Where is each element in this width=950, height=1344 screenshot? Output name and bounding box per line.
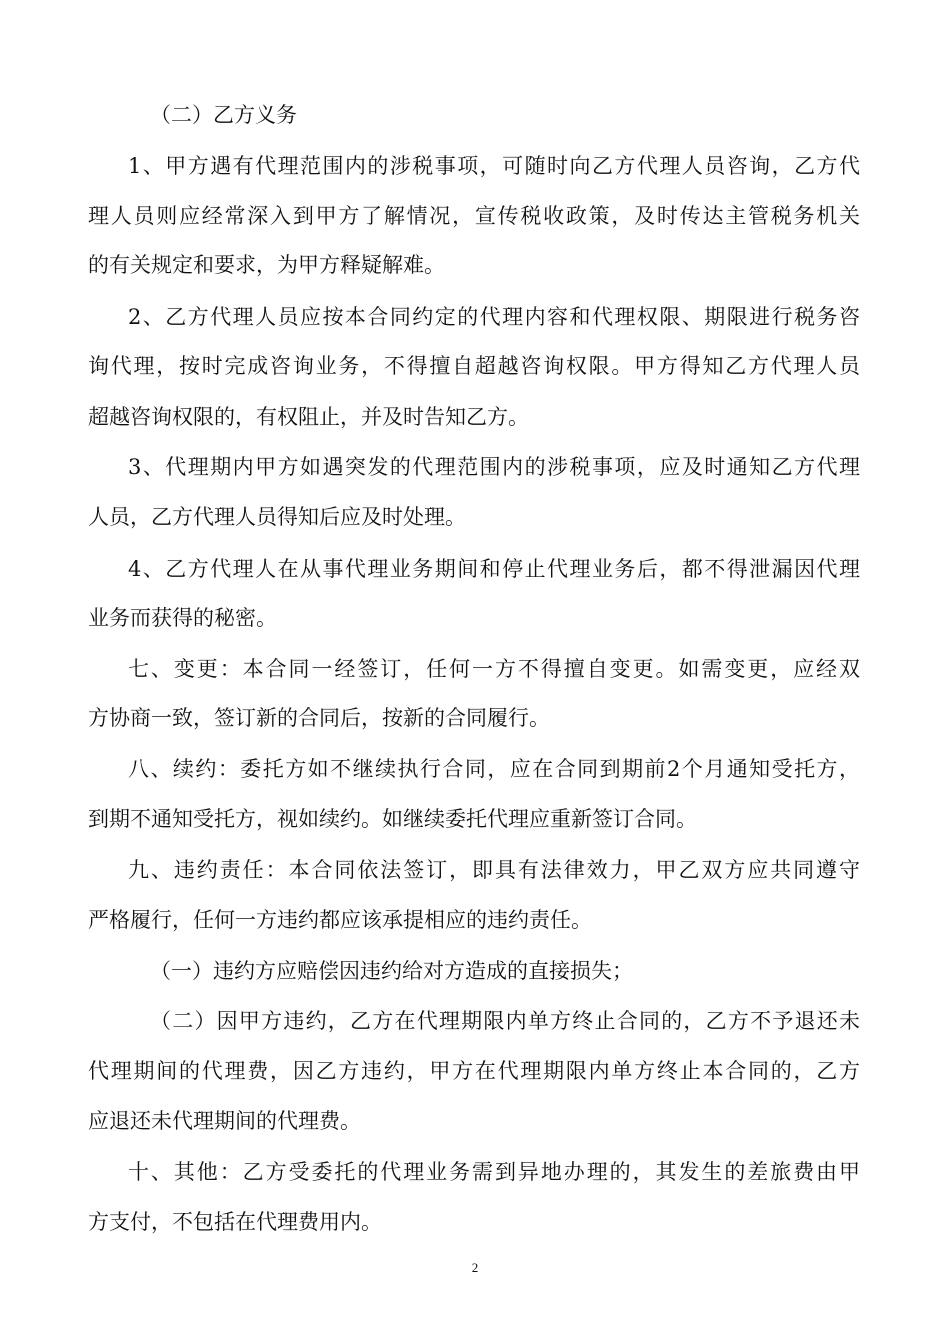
- paragraph-line: 超越咨询权限的，有权阻止，并及时告知乙方。: [88, 405, 529, 429]
- paragraph-line: 十、其他：乙方受委托的代理业务需到异地办理的，其发生的差旅费由甲: [128, 1160, 860, 1184]
- paragraph-line: 2、乙方代理人员应按本合同约定的代理内容和代理权限、期限进行税务咨: [128, 305, 860, 329]
- paragraph-line: 3、代理期内甲方如遇突发的代理范围内的涉税事项，应及时通知乙方代理: [128, 455, 860, 479]
- paragraph-line: 1、甲方遇有代理范围内的涉税事项，可随时向乙方代理人员咨询，乙方代: [128, 154, 860, 178]
- paragraph-line: 方支付，不包括在代理费用内。: [88, 1210, 382, 1234]
- paragraph-line: （二）因甲方违约，乙方在代理期限内单方终止合同的，乙方不予退还未: [150, 1009, 860, 1033]
- paragraph-line: 七、变更：本合同一经签订，任何一方不得擅自变更。如需变更，应经双: [128, 657, 860, 681]
- paragraph-line: 业务而获得的秘密。: [88, 606, 277, 630]
- paragraph-line: 八、续约：委托方如不继续执行合同，应在合同到期前2个月通知受托方，: [128, 757, 860, 781]
- paragraph-line: 理人员则应经常深入到甲方了解情况，宣传税收政策，及时传达主管税务机关: [88, 204, 860, 228]
- paragraph-line: 到期不通知受托方，视如续约。如继续委托代理应重新签订合同。: [88, 807, 697, 831]
- page-number: 2: [471, 1260, 479, 1275]
- paragraph-line: 的有关规定和要求，为甲方释疑解难。: [88, 253, 445, 277]
- paragraph-line: 方协商一致，签订新的合同后，按新的合同履行。: [88, 706, 550, 730]
- paragraph-line: （一）违约方应赔偿因违约给对方造成的直接损失；: [150, 959, 633, 983]
- paragraph-line: 应退还未代理期间的代理费。: [88, 1109, 361, 1133]
- section-heading-party-b-obligations: （二）乙方义务: [150, 103, 297, 127]
- paragraph-line: 人员，乙方代理人员得知后应及时处理。: [88, 505, 466, 529]
- paragraph-line: 代理期间的代理费，因乙方违约，甲方在代理期限内单方终止本合同的，乙方: [88, 1059, 860, 1083]
- paragraph-line: 九、违约责任：本合同依法签订，即具有法律效力，甲乙双方应共同遵守: [128, 858, 860, 882]
- paragraph-line: 4、乙方代理人在从事代理业务期间和停止代理业务后，都不得泄漏因代理: [128, 557, 860, 581]
- paragraph-line: 询代理，按时完成咨询业务，不得擅自超越咨询权限。甲方得知乙方代理人员: [88, 354, 860, 378]
- paragraph-line: 严格履行，任何一方违约都应该承提相应的违约责任。: [88, 908, 592, 932]
